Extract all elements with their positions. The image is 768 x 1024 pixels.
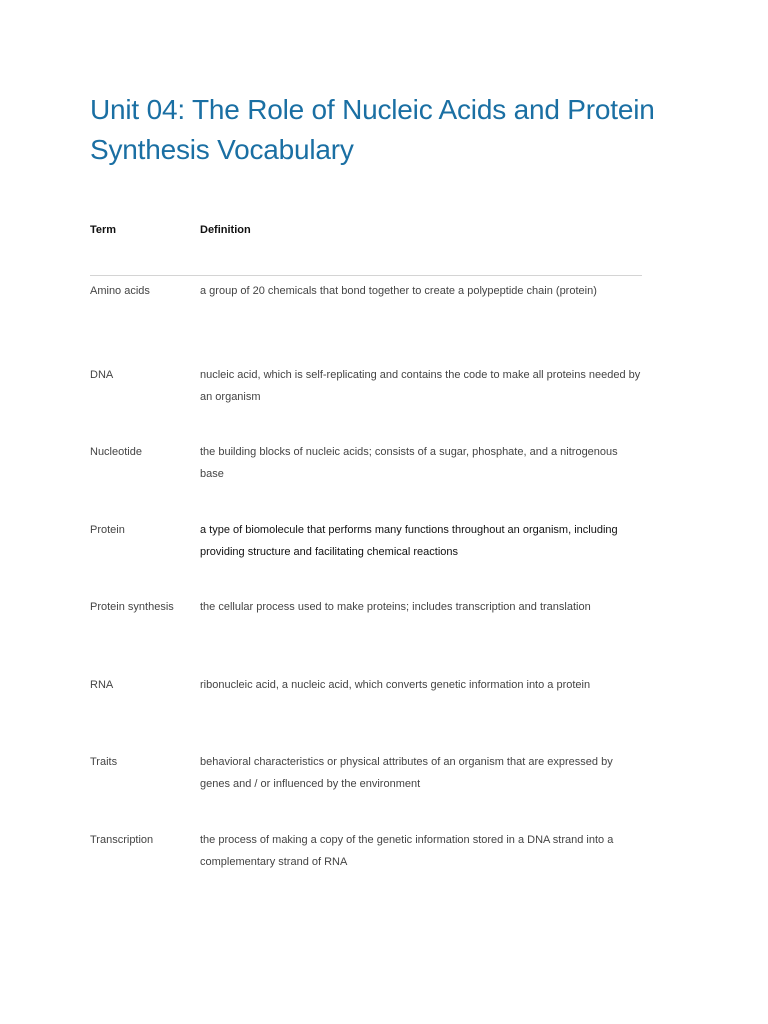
definition-cell: the building blocks of nucleic acids; consists of a sugar, phosphate, and a nitrogenous base	[200, 446, 618, 480]
term-cell: Nucleotide	[90, 446, 142, 458]
definition-cell: nucleic acid, which is self-replicating and contains the code to make all proteins needed by an organism	[200, 369, 641, 403]
definition-cell: the process of making a copy of the genetic information stored in a DNA strand into a complementary strand of RNA	[200, 834, 614, 868]
header-term: Term	[90, 224, 117, 236]
table-header	[90, 222, 642, 238]
term-cell: Transcription	[90, 834, 154, 846]
header-divider	[90, 275, 642, 276]
term-cell: Protein	[90, 524, 125, 536]
term-cell: Traits	[90, 756, 118, 768]
header-definition: Definition	[200, 224, 251, 236]
term-cell: RNA	[90, 679, 114, 691]
term-cell: DNA	[90, 369, 114, 381]
term-cell: Amino acids	[90, 285, 150, 297]
definition-cell: a group of 20 chemicals that bond together to create a polypeptide chain (protein)	[200, 285, 597, 297]
definition-cell: a type of biomolecule that performs many functions throughout an organism, including providing structure and facilitating chemical reactions	[200, 524, 618, 558]
definition-cell: behavioral characteristics or physical attributes of an organism that are expressed by genes and / or influenced by the environment	[200, 756, 613, 790]
definition-cell: the cellular process used to make proteins; includes transcription and translation	[200, 601, 591, 613]
page-title: Unit 04: The Role of Nucleic Acids and Protein Synthesis Vocabulary	[90, 94, 655, 165]
term-cell: Protein synthesis	[90, 601, 174, 613]
definition-cell: ribonucleic acid, a nucleic acid, which converts genetic information into a protein	[200, 679, 591, 691]
